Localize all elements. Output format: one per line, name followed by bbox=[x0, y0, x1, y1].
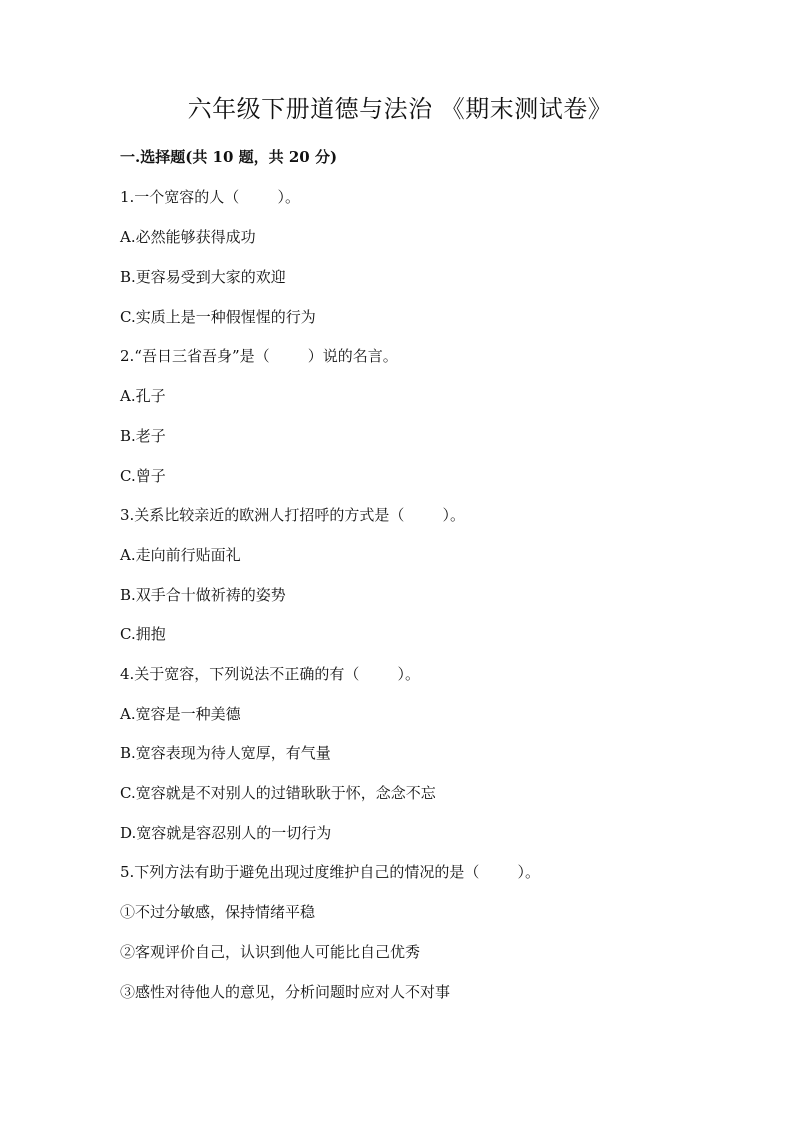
question-2-option-b: B.老子 bbox=[120, 427, 166, 445]
question-5-stem: 5.下列方法有助于避免出现过度维护自己的情况的是（ ）。 bbox=[120, 863, 540, 881]
question-5-item-2: ②客观评价自己，认识到他人可能比自己优秀 bbox=[120, 943, 421, 961]
question-2-option-a: A.孔子 bbox=[120, 387, 166, 405]
question-1-option-b: B.更容易受到大家的欢迎 bbox=[120, 268, 286, 286]
question-3-option-a: A.走向前行贴面礼 bbox=[120, 546, 241, 564]
question-1-option-a: A.必然能够获得成功 bbox=[120, 228, 256, 246]
question-5-item-1: ①不过分敏感，保持情绪平稳 bbox=[120, 903, 316, 921]
section-heading: 一.选择题(共 10 题，共 20 分) bbox=[120, 148, 338, 166]
question-1-stem: 1.一个宽容的人（ ）。 bbox=[120, 188, 300, 206]
question-4-option-d: D.宽容就是容忍别人的一切行为 bbox=[120, 824, 332, 842]
question-3-option-c: C.拥抱 bbox=[120, 625, 166, 643]
question-4-option-c: C.宽容就是不对别人的过错耿耿于怀，念念不忘 bbox=[120, 784, 436, 802]
question-4-option-b: B.宽容表现为待人宽厚，有气量 bbox=[120, 744, 331, 762]
question-3-stem: 3.关系比较亲近的欧洲人打招呼的方式是（ ）。 bbox=[120, 506, 465, 524]
question-5-item-3: ③感性对待他人的意见，分析问题时应对人不对事 bbox=[120, 983, 451, 1001]
question-3-option-b: B.双手合十做祈祷的姿势 bbox=[120, 586, 286, 604]
question-2-option-c: C.曾子 bbox=[120, 467, 166, 485]
question-1-option-c: C.实质上是一种假惺惺的行为 bbox=[120, 308, 316, 326]
question-4-stem: 4.关于宽容，下列说法不正确的有（ ）。 bbox=[120, 665, 420, 683]
question-4-option-a: A.宽容是一种美德 bbox=[120, 705, 241, 723]
page-title: 六年级下册道德与法治 《期末测试卷》 bbox=[187, 95, 613, 123]
question-2-stem: 2.“吾日三省吾身”是（ ）说的名言。 bbox=[120, 347, 398, 365]
